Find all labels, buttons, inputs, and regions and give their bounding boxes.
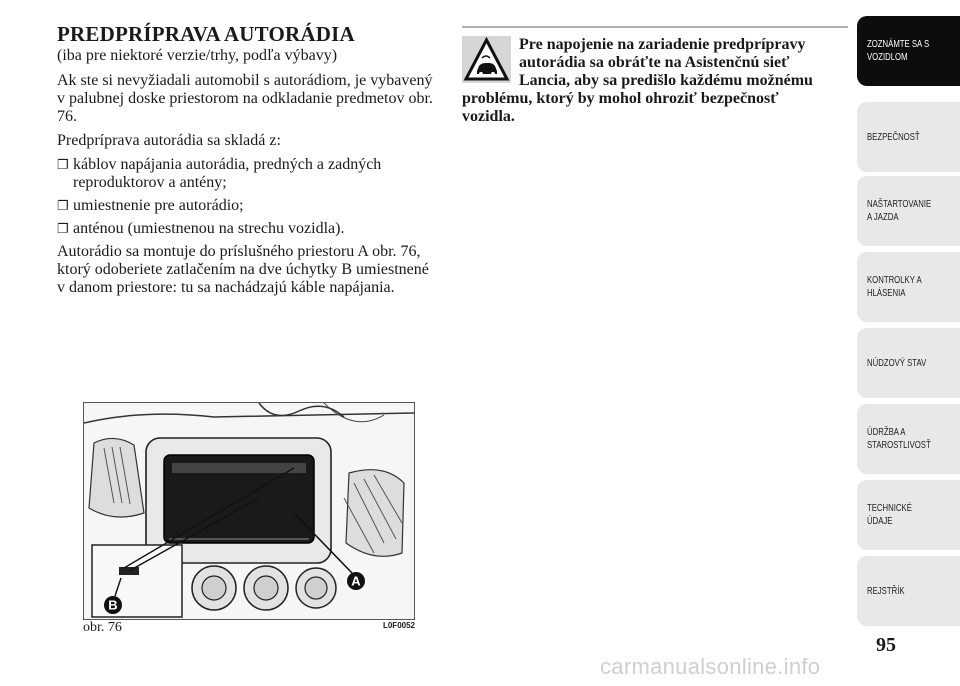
section-subtitle: (iba pre niektoré verzie/trhy, podľa výbavy): [57, 47, 338, 64]
tab-maintenance[interactable]: ÚDRŽBA A STAROSTLIVOSŤ: [857, 404, 960, 474]
watermark: carmanualsonline.info: [600, 654, 821, 679]
dashboard-figure: [83, 402, 415, 620]
intro-paragraph: Ak ste si nevyžiadali automobil s autorádiom, je vybavený v palubnej doske priestorom na odkladanie predmetov obr. 76.: [57, 72, 433, 125]
checkbox-bullet-icon: ❐: [57, 221, 69, 236]
dashboard-illustration: [84, 403, 414, 619]
figure-caption-row: [83, 620, 415, 636]
tab-emergency[interactable]: NÚDZOVÝ STAV: [857, 328, 960, 398]
checkbox-bullet-icon: ❐: [57, 198, 69, 213]
list-intro: Predpríprava autorádia sa skladá z:: [57, 132, 281, 149]
list-item: ❐ umiestnenie pre autorádio;: [57, 197, 244, 214]
figure-code: L0F0052: [382, 621, 415, 630]
figure-label-a: A: [351, 573, 361, 589]
tab-starting-driving[interactable]: NAŠTARTOVANIE A JAZDA: [857, 176, 960, 246]
tab-safety[interactable]: BEZPEČNOSŤ: [857, 102, 960, 172]
warning-text: Pre napojenie na zariadenie predprípravy autorádia sa obráťte na Asistenčnú sieť Lancia, aby sa predišlo každému možnému problému, ktorý by mohol ohroziť bezpečnosť vozidla.: [462, 36, 813, 125]
mounting-paragraph: Autorádio sa montuje do príslušného priestoru A obr. 76, ktorý odoberiete zatlačením na dve úchytky B umiestnené v danom priestore: tu sa nachádzajú káble napájania.: [57, 243, 429, 296]
top-divider: [462, 26, 848, 28]
tab-warning-lights[interactable]: KONTROLKY A HLÁSENIA: [857, 252, 960, 322]
warning-block: [462, 36, 847, 126]
page-number: 95: [876, 634, 896, 656]
car-warning-triangle-icon: [462, 36, 511, 83]
list-item: ❐ anténou (umiestnenou na strechu vozidla).: [57, 220, 345, 237]
list-item: ❐ káblov napájania autorádia, predných a zadných reproduktorov a antény;: [57, 156, 382, 191]
tab-index[interactable]: REJSTŘÍK: [857, 556, 960, 626]
tab-introduction[interactable]: ZOZNÁMTE SA S VOZIDLOM: [857, 16, 960, 86]
checkbox-bullet-icon: ❐: [57, 157, 69, 172]
main-column: [57, 22, 437, 303]
figure-caption: obr. 76: [83, 620, 122, 635]
figure-label-b: B: [108, 597, 118, 613]
section-title: PREDPRÍPRAVA AUTORÁDIA: [57, 22, 355, 46]
tab-technical-data[interactable]: TECHNICKÉ ÚDAJE: [857, 480, 960, 550]
